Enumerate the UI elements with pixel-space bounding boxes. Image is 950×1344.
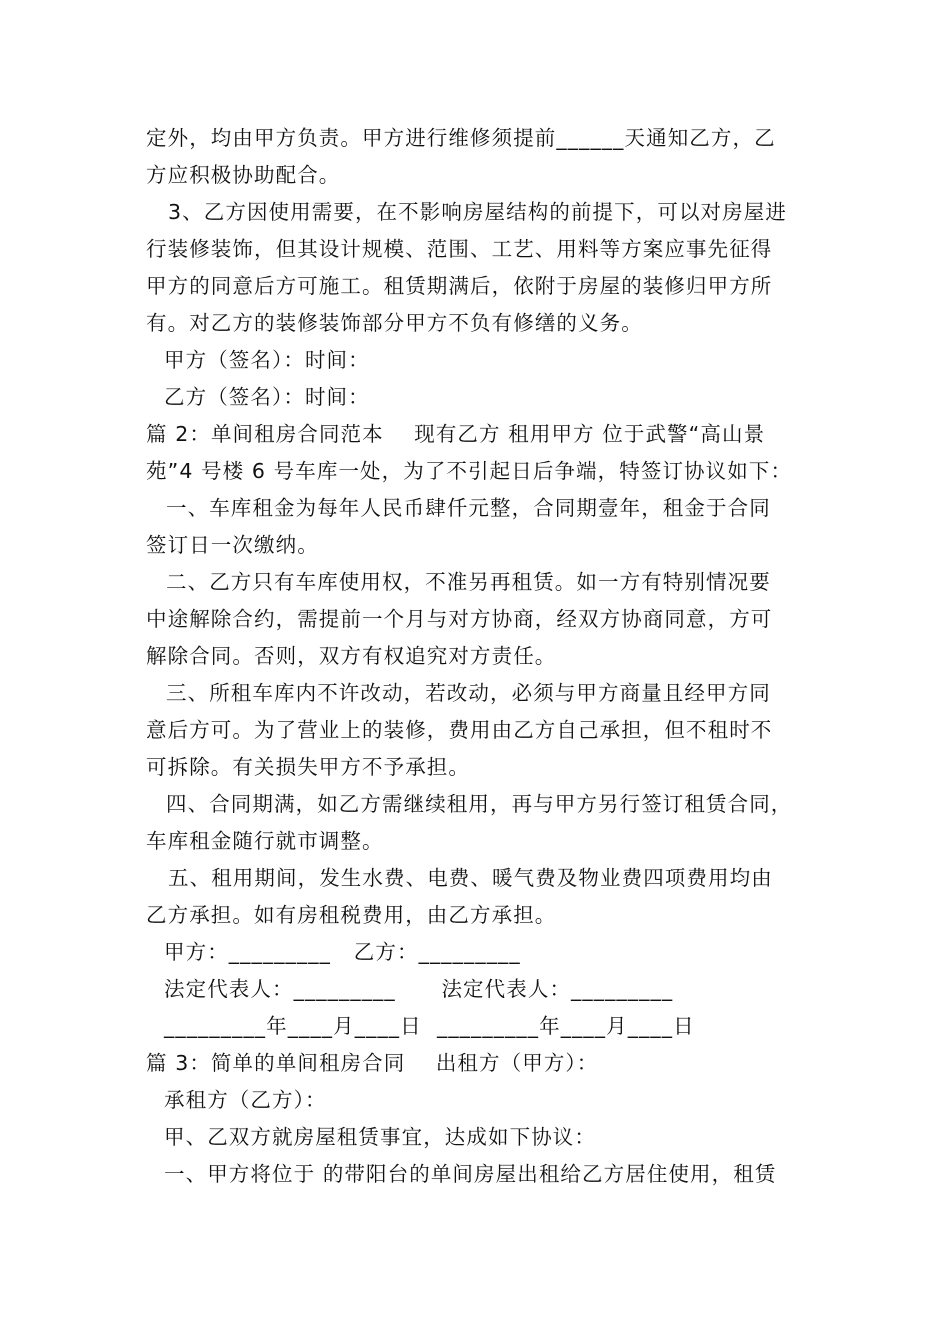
paragraph-line: 可拆除。有关损失甲方不予承担。 (146, 755, 470, 779)
signature-line: 法定代表人：_________ 法定代表人：_________ (164, 977, 674, 1001)
section-heading: 篇 2：单间租房合同范本 现有乙方 租用甲方 位于武警“高山景 (146, 422, 766, 446)
paragraph-line: 行装修装饰，但其设计规模、范围、工艺、用料等方案应事先征得 (146, 237, 773, 261)
paragraph-line: 解除合同。否则，双方有权追究对方责任。 (146, 644, 557, 668)
date-line: _________年____月____日 _________年____月____日 (164, 1014, 695, 1038)
paragraph-line: 承租方（乙方）： (164, 1088, 327, 1112)
paragraph-line: 一、车库租金为每年人民币肆仟元整，合同期壹年，租金于合同 (166, 496, 771, 520)
paragraph-line: 一、甲方将位于 的带阳台的单间房屋出租给乙方居住使用，租赁 (164, 1162, 777, 1186)
signature-line: 甲方：_________ 乙方：_________ (164, 940, 521, 964)
paragraph-line: 意后方可。为了营业上的装修，费用由乙方自己承担，但不租时不 (146, 718, 773, 742)
signature-line: 甲方（签名）：时间： (164, 348, 370, 372)
paragraph-line: 四、合同期满，如乙方需继续租用，再与甲方另行签订租赁合同， (166, 792, 793, 816)
paragraph-line: 二、乙方只有车库使用权，不准另再租赁。如一方有特别情况要 (166, 570, 771, 594)
paragraph-line: 三、所租车库内不许改动，若改动，必须与甲方商量且经甲方同 (166, 681, 771, 705)
paragraph-line: 方应积极协助配合。 (146, 163, 341, 187)
paragraph-line: 中途解除合约，需提前一个月与对方协商，经双方协商同意，方可 (146, 607, 773, 631)
paragraph-line: 3、乙方因使用需要，在不影响房屋结构的前提下，可以对房屋进 (168, 200, 787, 224)
paragraph-line: 乙方承担。如有房租税费用，由乙方承担。 (146, 903, 557, 927)
paragraph-line: 苑”4 号楼 6 号车库一处，为了不引起日后争端，特签订协议如下： (146, 459, 793, 483)
paragraph-line: 甲、乙双方就房屋租赁事宜，达成如下协议： (164, 1125, 596, 1149)
section-heading: 篇 3：简单的单间租房合同 出租方（甲方）： (146, 1051, 599, 1075)
paragraph-line: 甲方的同意后方可施工。租赁期满后，依附于房屋的装修归甲方所 (146, 274, 773, 298)
paragraph-line: 五、租用期间，发生水费、电费、暖气费及物业费四项费用均由 (168, 866, 773, 890)
paragraph-line: 签订日一次缴纳。 (146, 533, 319, 557)
paragraph-line: 车库租金随行就市调整。 (146, 829, 384, 853)
signature-line: 乙方（签名）：时间： (164, 385, 370, 409)
paragraph-line: 有。对乙方的装修装饰部分甲方不负有修缮的义务。 (146, 311, 643, 335)
paragraph-line: 定外，均由甲方负责。甲方进行维修须提前______天通知乙方，乙 (146, 126, 776, 150)
